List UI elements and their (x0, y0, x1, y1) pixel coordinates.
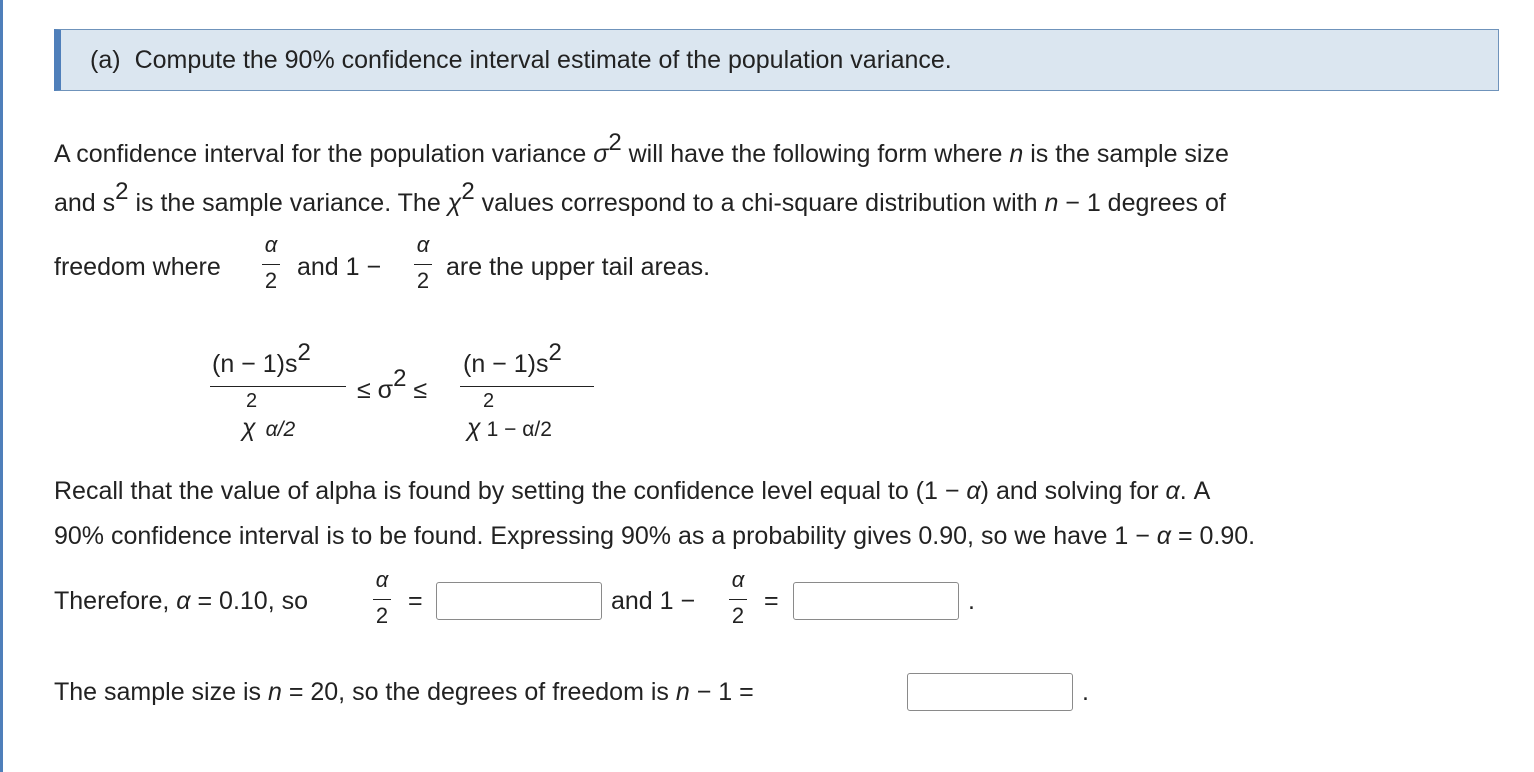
alpha-symbol: α (1165, 477, 1180, 505)
fraction-bar (373, 599, 391, 600)
sigma-symbol: σ (593, 140, 609, 168)
sample-middle: = 20, so the degrees of freedom is (281, 678, 676, 706)
degrees-of-freedom-answer-input[interactable] (907, 673, 1073, 711)
right-numerator (463, 339, 562, 379)
fraction-bar (262, 264, 280, 265)
alpha-half-answer-input[interactable] (436, 582, 602, 620)
fraction-bar (729, 599, 747, 600)
intro-text: will have the following form where (621, 140, 1010, 168)
n-variable: n (1044, 189, 1059, 217)
right-subscript: 1 − α/2 (486, 418, 552, 441)
fraction-denominator: 2 (416, 268, 430, 293)
fraction-denominator: 2 (264, 268, 278, 293)
sample-size-text (54, 678, 754, 707)
period: . (968, 587, 975, 615)
intro-text: and s (54, 189, 116, 217)
recall-text: Recall that the value of alpha is found by setting the confidence level equal to (1 − (54, 477, 967, 505)
part-a-header (54, 29, 1499, 91)
middle-inequality (357, 365, 428, 405)
recall-text: 90% confidence interval is to be found. Expressing 90% as a probability gives 0.90, so we have 1 − (54, 522, 1157, 550)
intro-line-3-middle: and 1 − (297, 253, 382, 281)
n-variable: n (1009, 140, 1024, 168)
equals-sign: = (764, 587, 779, 615)
therefore-text (54, 587, 308, 616)
recall-text: . A (1179, 477, 1211, 505)
right-fraction-bar (460, 386, 594, 387)
fraction-numerator: α (375, 567, 389, 592)
alpha-symbol: α (176, 587, 191, 615)
left-denominator (242, 414, 295, 443)
intro-line-3-start: freedom where (54, 253, 221, 281)
therefore-value: = 0.10, so (190, 587, 308, 615)
intro-text: is the sample variance. The (128, 189, 448, 217)
recall-line-1 (54, 477, 1210, 506)
exponent: 2 (115, 178, 129, 205)
part-label: (a) (90, 46, 121, 74)
intro-text: values correspond to a chi-square distribution with (474, 189, 1045, 217)
exponent: 2 (608, 129, 622, 156)
right-chi-exponent: 2 (483, 390, 495, 412)
intro-text: − 1 degrees of (1058, 189, 1226, 217)
left-numerator (212, 339, 311, 379)
less-equal-sign: ≤ (413, 376, 428, 404)
recall-text: ) and solving for (980, 477, 1166, 505)
alpha-symbol: α (966, 477, 981, 505)
sample-lead: The sample size is (54, 678, 268, 706)
fraction-denominator: 2 (731, 603, 745, 628)
intro-line-3-end: are the upper tail areas. (446, 253, 711, 281)
left-chi-exponent: 2 (246, 390, 258, 412)
intro-line-1 (54, 129, 1229, 169)
alpha-symbol: α (1156, 522, 1172, 550)
exponent: 2 (393, 365, 407, 392)
period: . (1082, 678, 1089, 706)
equals-sign: = (408, 587, 423, 615)
fraction-numerator: α (264, 232, 278, 257)
part-a-title (90, 46, 952, 75)
fraction-bar (414, 264, 432, 265)
left-fraction-bar (210, 386, 346, 387)
numerator-text: (n − 1)s (212, 350, 298, 378)
intro-line-2 (54, 178, 1226, 218)
part-question: Compute the 90% confidence interval estimate of the population variance. (134, 46, 952, 74)
recall-line-2 (54, 522, 1255, 551)
chi-symbol: χ (447, 189, 462, 217)
fraction-denominator: 2 (375, 603, 389, 628)
one-minus-alpha-half-answer-input[interactable] (793, 582, 959, 620)
therefore-lead: Therefore, (54, 587, 177, 615)
right-denominator (467, 414, 552, 443)
sigma-term: ≤ σ (357, 376, 394, 404)
chi-symbol: χ (467, 414, 481, 442)
and-one-minus-text: and 1 − (611, 587, 696, 615)
recall-text: = 0.90. (1171, 522, 1256, 550)
sample-end: − 1 = (689, 678, 754, 706)
intro-text: is the sample size (1023, 140, 1229, 168)
exponent: 2 (548, 339, 562, 366)
chi-symbol: χ (242, 414, 256, 442)
numerator-text: (n − 1)s (463, 350, 549, 378)
left-accent-rule (0, 0, 3, 772)
exponent: 2 (297, 339, 311, 366)
intro-text: A confidence interval for the population variance (54, 140, 594, 168)
exponent: 2 (461, 178, 475, 205)
fraction-numerator: α (731, 567, 745, 592)
fraction-numerator: α (416, 232, 430, 257)
n-variable: n (675, 678, 690, 706)
left-subscript: α/2 (265, 418, 296, 441)
n-variable: n (267, 678, 282, 706)
